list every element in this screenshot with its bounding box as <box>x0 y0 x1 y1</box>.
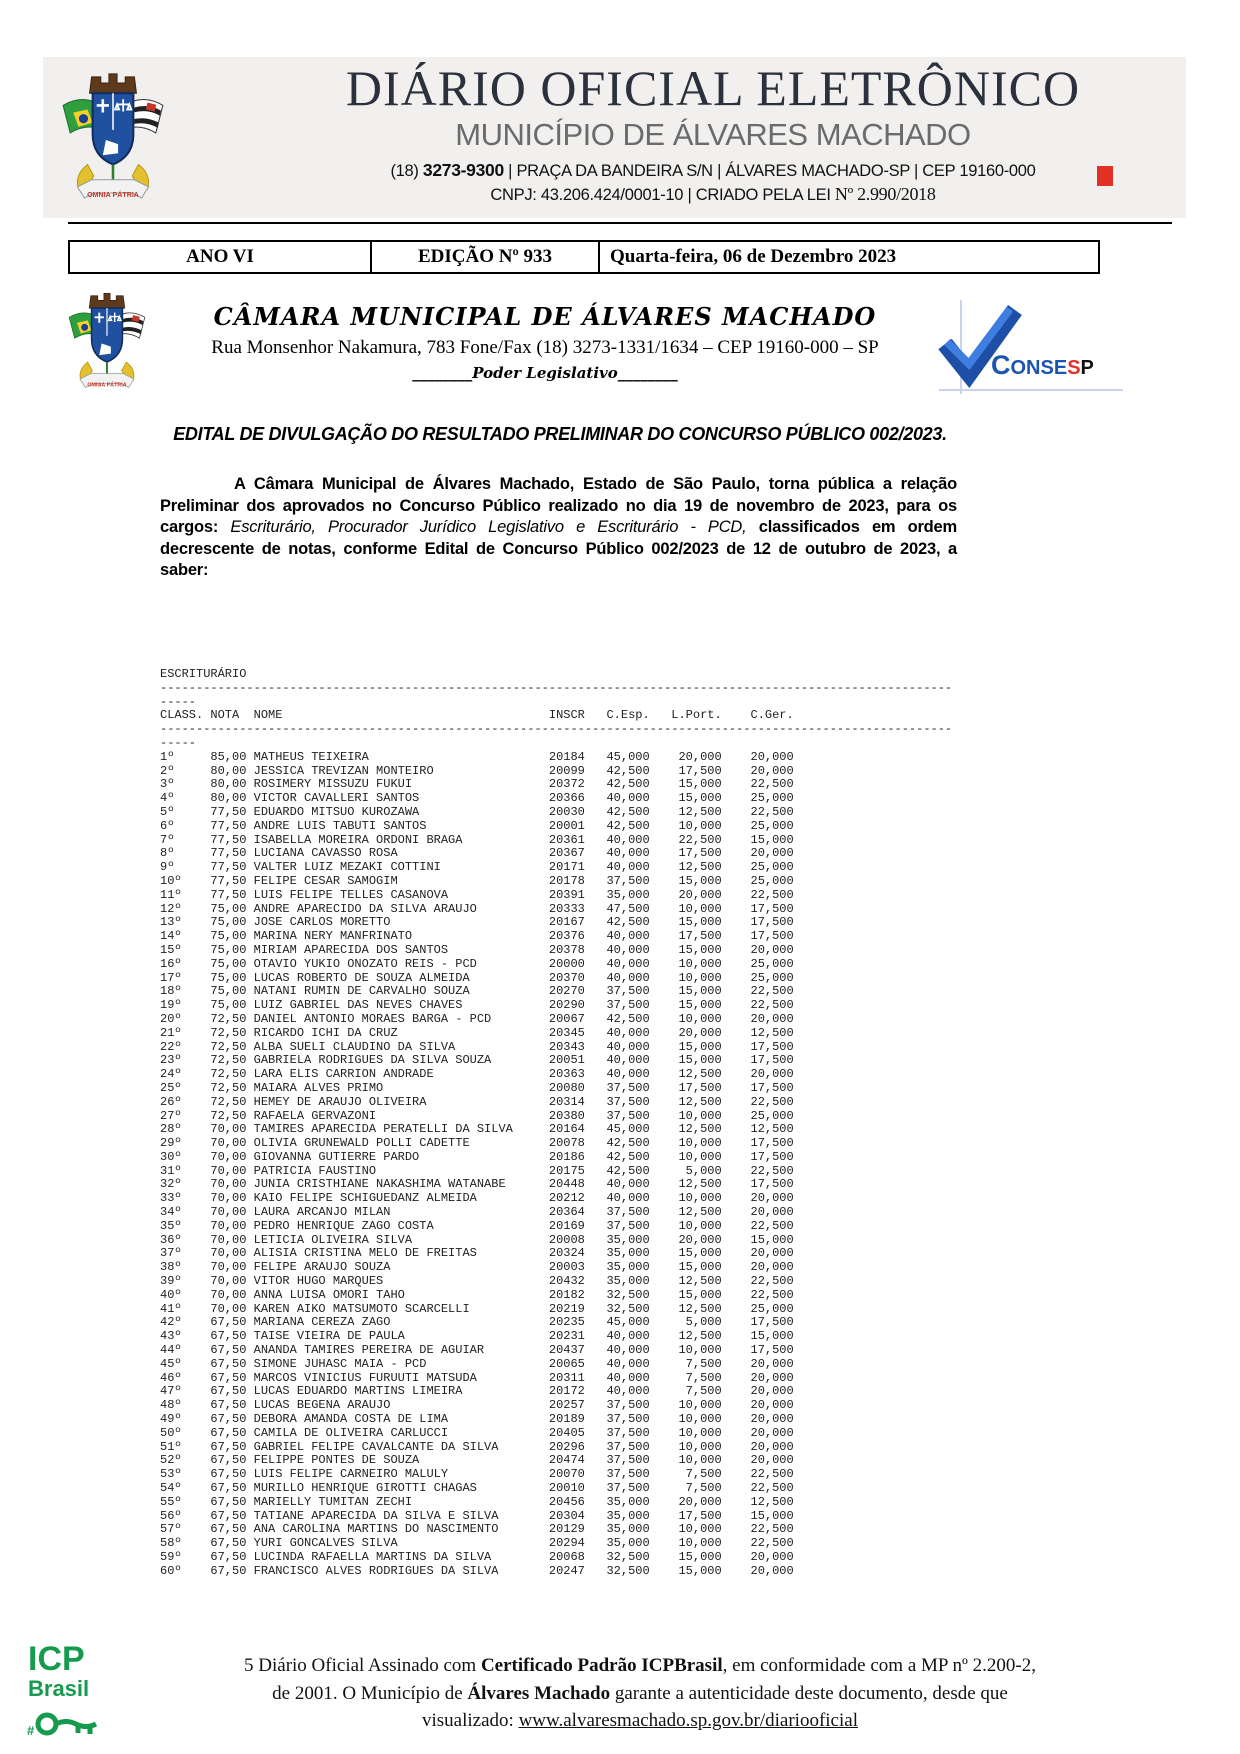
table-row: 18º 75,00 NATANI RUMIN DE CARVALHO SOUZA 20270 37,500 15,000 22,500 <box>160 984 794 999</box>
brasil-text: Brasil <box>28 1676 90 1701</box>
icp-text: ICP <box>28 1640 85 1678</box>
camara-title: CÂMARA MUNICIPAL DE ÁLVARES MACHADO <box>213 302 877 331</box>
table-row: 22º 72,50 ALBA SUELI CLAUDINO DA SILVA 20343 40,000 15,000 17,500 <box>160 1039 794 1054</box>
table-row: 45º 67,50 SIMONE JUHASC MAIA - PCD 20065 40,000 7,500 20,000 <box>160 1356 794 1371</box>
table-row: 38º 70,00 FELIPE ARAUJO SOUZA 20003 35,000 15,000 20,000 <box>160 1260 794 1275</box>
table-row: 17º 75,00 LUCAS ROBERTO DE SOUZA ALMEIDA 20370 40,000 10,000 25,000 <box>160 970 794 985</box>
table-row: 21º 72,50 RICARDO ICHI DA CRUZ 20345 40,000 20,000 12,500 <box>160 1025 794 1040</box>
table-section-label: ESCRITURÁRIO <box>160 667 247 681</box>
table-row: 7º 77,50 ISABELLA MOREIRA ORDONI BRAGA 20361 40,000 22,500 15,000 <box>160 832 794 847</box>
diario-oficial-link[interactable]: www.alvaresmachado.sp.gov.br/diariooficial <box>518 1710 858 1731</box>
table-row: 28º 70,00 TAMIRES APARECIDA PERATELLI DA SILVA 20164 45,000 12,500 12,500 <box>160 1122 794 1137</box>
icp-brasil-logo <box>25 1640 120 1750</box>
table-row: 47º 67,50 LUCAS EDUARDO MARTINS LIMEIRA 20172 40,000 7,500 20,000 <box>160 1384 794 1399</box>
table-row: 11º 77,50 LUIS FELIPE TELLES CASANOVA 20391 35,000 20,000 22,500 <box>160 887 794 902</box>
table-row: 32º 70,00 JUNIA CRISTHIANE NAKASHIMA WATANABE 20448 40,000 12,500 17,500 <box>160 1177 794 1192</box>
table-row: 35º 70,00 PEDRO HENRIQUE ZAGO COSTA 20169 37,500 10,000 22,500 <box>160 1218 794 1233</box>
table-row: 44º 67,50 ANANDA TAMIRES PEREIRA DE AGUIAR 20437 40,000 10,000 17,500 <box>160 1343 794 1358</box>
table-column-headers: CLASS. NOTA NOME INSCR C.Esp. L.Port. C.Ger. <box>160 708 794 723</box>
table-row: 23º 72,50 GABRIELA RODRIGUES DA SILVA SOUZA 20051 40,000 15,000 17,500 <box>160 1053 794 1068</box>
edition-number: EDIÇÃO Nº 933 <box>372 242 600 272</box>
law-reference: Nº 2.990/2018 <box>834 184 936 204</box>
table-row: 12º 75,00 ANDRE APARECIDO DA SILVA ARAUJO 20333 47,500 10,000 17,500 <box>160 901 794 916</box>
edition-date: Quarta-feira, 06 de Dezembro 2023 <box>610 246 897 267</box>
table-row: 26º 72,50 HEMEY DE ARAUJO OLIVEIRA 20314 37,500 12,500 22,500 <box>160 1094 794 1109</box>
table-rule-wrap: ----- <box>160 694 197 709</box>
phone-number: 3273-9300 <box>422 160 504 180</box>
cnpj-line: CNPJ: 43.206.424/0001-10 | CRIADO PELA LEI Nº 2.990/2018 <box>490 184 936 204</box>
table-row: 37º 70,00 ALISIA CRISTINA MELO DE FREITAS 20324 35,000 15,000 20,000 <box>160 1246 794 1261</box>
municipal-coat-of-arms <box>57 62 169 214</box>
table-row: 3º 80,00 ROSIMERY MISSUZU FUKUI 20372 42,500 15,000 22,500 <box>160 777 794 792</box>
table-row: 15º 75,00 MIRIAM APARECIDA DOS SANTOS 20378 40,000 15,000 20,000 <box>160 942 794 957</box>
consesp-logo <box>933 300 1128 400</box>
edital-body-paragraph: A Câmara Municipal de Álvares Machado, Estado de São Paulo, torna pública a relação Preliminar dos aprovados no Concurso Público realizado no dia 19 de novembro de 2023, para os cargos: Escriturário, Procurador Jurídico Legislativo e Escriturário - PCD, classificados em ordem decrescente de notas, conforme Edital de Concurso Público 002/2023 de 12 de outubro de 2023, a saber: <box>160 475 957 580</box>
gazette-subtitle: MUNICÍPIO DE ÁLVARES MACHADO <box>455 117 971 152</box>
footer-line-2: de 2001. O Município de Álvares Machado garante a autenticidade deste documento, desde que <box>272 1682 1008 1704</box>
table-row: 9º 77,50 VALTER LUIZ MEZAKI COTTINI 20171 40,000 12,500 25,000 <box>160 860 794 875</box>
table-row: 41º 70,00 KAREN AIKO MATSUMOTO SCARCELLI 20219 32,500 12,500 25,000 <box>160 1301 794 1316</box>
table-row: 10º 77,50 FELIPE CESAR SAMOGIM 20178 37,500 15,000 25,000 <box>160 873 794 888</box>
consesp-wordmark: CONSESP <box>991 350 1094 380</box>
table-row: 40º 70,00 ANNA LUISA OMORI TAHO 20182 32,500 15,000 22,500 <box>160 1287 794 1302</box>
red-bookmark-mark <box>1097 166 1113 186</box>
camara-address: Rua Monsenhor Nakamura, 783 Fone/Fax (18) 3273-1331/1634 – CEP 19160-000 – SP <box>211 337 879 358</box>
table-row: 55º 67,50 MARIELLY TUMITAN ZECHI 20456 35,000 20,000 12,500 <box>160 1494 794 1509</box>
table-row: 19º 75,00 LUIZ GABRIEL DAS NEVES CHAVES 20290 37,500 15,000 22,500 <box>160 998 794 1013</box>
table-row: 34º 70,00 LAURA ARCANJO MILAN 20364 37,500 12,500 20,000 <box>160 1205 794 1220</box>
horizontal-rule <box>68 222 1172 224</box>
crest-motto: OMNIA PÁTRIA <box>87 382 127 389</box>
edition-year: ANO VI <box>70 242 372 272</box>
table-row: 14º 75,00 MARINA NERY MANFRINATO 20376 40,000 17,500 17,500 <box>160 929 794 944</box>
table-row: 27º 72,50 RAFAELA GERVAZONI 20380 37,500 10,000 25,000 <box>160 1108 794 1123</box>
table-row: 59º 67,50 LUCINDA RAFAELLA MARTINS DA SILVA 20068 32,500 15,000 20,000 <box>160 1550 794 1564</box>
table-rule: -------------------------------------------------------------------------------------------------------------- <box>160 680 953 695</box>
table-row: 8º 77,50 LUCIANA CAVASSO ROSA 20367 40,000 17,500 20,000 <box>160 846 794 861</box>
table-row: 24º 72,50 LARA ELIS CARRION ANDRADE 20363 40,000 12,500 20,000 <box>160 1067 794 1082</box>
table-rule-wrap: ----- <box>160 735 197 750</box>
table-row: 4º 80,00 VICTOR CAVALLERI SANTOS 20366 40,000 15,000 25,000 <box>160 791 794 806</box>
footer-line-3: visualizado: www.alvaresmachado.sp.gov.br/diariooficial <box>422 1710 858 1731</box>
table-row: 16º 75,00 OTAVIO YUKIO ONOZATO REIS - PCD 20000 40,000 10,000 25,000 <box>160 956 794 971</box>
table-row: 25º 72,50 MAIARA ALVES PRIMO 20080 37,500 17,500 17,500 <box>160 1080 794 1095</box>
table-row: 49º 67,50 DEBORA AMANDA COSTA DE LIMA 20189 37,500 10,000 20,000 <box>160 1412 794 1427</box>
table-row: 50º 67,50 CAMILA DE OLIVEIRA CARLUCCI 20405 37,500 10,000 20,000 <box>160 1425 794 1440</box>
table-row: 6º 77,50 ANDRE LUIS TABUTI SANTOS 20001 42,500 10,000 25,000 <box>160 818 794 833</box>
table-row: 2º 80,00 JESSICA TREVIZAN MONTEIRO 20099 42,500 17,500 20,000 <box>160 763 794 778</box>
table-row: 30º 70,00 GIOVANNA GUTIERRE PARDO 20186 42,500 10,000 17,500 <box>160 1149 794 1164</box>
results-table <box>160 668 952 1579</box>
table-row: 54º 67,50 MURILLO HENRIQUE GIROTTI CHAGAS 20010 37,500 7,500 22,500 <box>160 1481 794 1496</box>
cargos-list: Escriturário, Procurador Jurídico Legislativo e Escriturário - PCD, <box>230 518 747 537</box>
table-row: 60º 67,50 FRANCISCO ALVES RODRIGUES DA SILVA 20247 32,500 15,000 20,000 <box>160 1563 794 1578</box>
table-row: 56º 67,50 TATIANE APARECIDA DA SILVA E SILVA 20304 35,000 17,500 15,000 <box>160 1508 794 1523</box>
table-row: 20º 72,50 DANIEL ANTONIO MORAES BARGA - PCD 20067 42,500 10,000 20,000 <box>160 1011 794 1026</box>
table-row: 29º 70,00 OLIVIA GRUNEWALD POLLI CADETTE 20078 42,500 10,000 17,500 <box>160 1136 794 1151</box>
table-row: 1º 85,00 MATHEUS TEIXEIRA 20184 45,000 20,000 20,000 <box>160 749 794 764</box>
table-row: 57º 67,50 ANA CAROLINA MARTINS DO NASCIMENTO 20129 35,000 10,000 22,500 <box>160 1522 794 1537</box>
table-row: 51º 67,50 GABRIEL FELIPE CAVALCANTE DA SILVA 20296 37,500 10,000 20,000 <box>160 1439 794 1454</box>
crest-motto: OMNIA PÁTRIA <box>87 191 139 200</box>
contact-line: (18) 3273-9300 | PRAÇA DA BANDEIRA S/N | ÁLVARES MACHADO-SP | CEP 19160-000 <box>390 160 1036 180</box>
table-row: 36º 70,00 LETICIA OLIVEIRA SILVA 20008 35,000 20,000 15,000 <box>160 1232 794 1247</box>
table-row: 42º 67,50 MARIANA CEREZA ZAGO 20235 45,000 5,000 17,500 <box>160 1315 794 1330</box>
table-row: 52º 67,50 FELIPPE PONTES DE SOUZA 20474 37,500 10,000 20,000 <box>160 1453 794 1468</box>
table-row: 5º 77,50 EDUARDO MITSUO KUROZAWA 20030 42,500 12,500 22,500 <box>160 804 794 819</box>
table-row: 46º 67,50 MARCOS VINICIUS FURUUTI MATSUDA 20311 40,000 7,500 20,000 <box>160 1370 794 1385</box>
table-row: 13º 75,00 JOSE CARLOS MORETTO 20167 42,500 15,000 17,500 <box>160 915 794 930</box>
hash-glyph: # <box>27 1723 35 1738</box>
key-icon <box>38 1715 96 1734</box>
table-row: 53º 67,50 LUIS FELIPE CARNEIRO MALULY 20070 37,500 7,500 22,500 <box>160 1467 794 1482</box>
table-row: 48º 67,50 LUCAS BEGENA ARAUJO 20257 37,500 10,000 20,000 <box>160 1398 794 1413</box>
table-row: 39º 70,00 VITOR HUGO MARQUES 20432 35,000 12,500 22,500 <box>160 1274 794 1289</box>
poder-legislativo-line: ________Poder Legislativo________ <box>412 364 678 382</box>
gazette-title: DIÁRIO OFICIAL ELETRÔNICO <box>345 60 1081 116</box>
table-row: 31º 70,00 PATRICIA FAUSTINO 20175 42,500 5,000 22,500 <box>160 1163 794 1178</box>
footer-certification-text <box>140 1652 1140 1735</box>
edital-title: EDITAL DE DIVULGAÇÃO DO RESULTADO PRELIMINAR DO CONCURSO PÚBLICO 002/2023. <box>173 424 947 444</box>
table-row: 58º 67,50 YURI GONCALVES SILVA 20294 35,000 10,000 22,500 <box>160 1536 794 1551</box>
edition-bar <box>68 240 1100 274</box>
masthead <box>43 57 1186 218</box>
table-row: 33º 70,00 KAIO FELIPE SCHIGUEDANZ ALMEIDA 20212 40,000 10,000 20,000 <box>160 1191 794 1206</box>
table-row: 43º 67,50 TAISE VIEIRA DE PAULA 20231 40,000 12,500 15,000 <box>160 1329 794 1344</box>
table-rule: -------------------------------------------------------------------------------------------------------------- <box>160 722 953 737</box>
footer-line-1: 5 Diário Oficial Assinado com Certificado Padrão ICPBrasil, em conformidade com a MP nº 2.200-2, <box>244 1655 1036 1676</box>
camara-coat-of-arms <box>57 288 157 396</box>
